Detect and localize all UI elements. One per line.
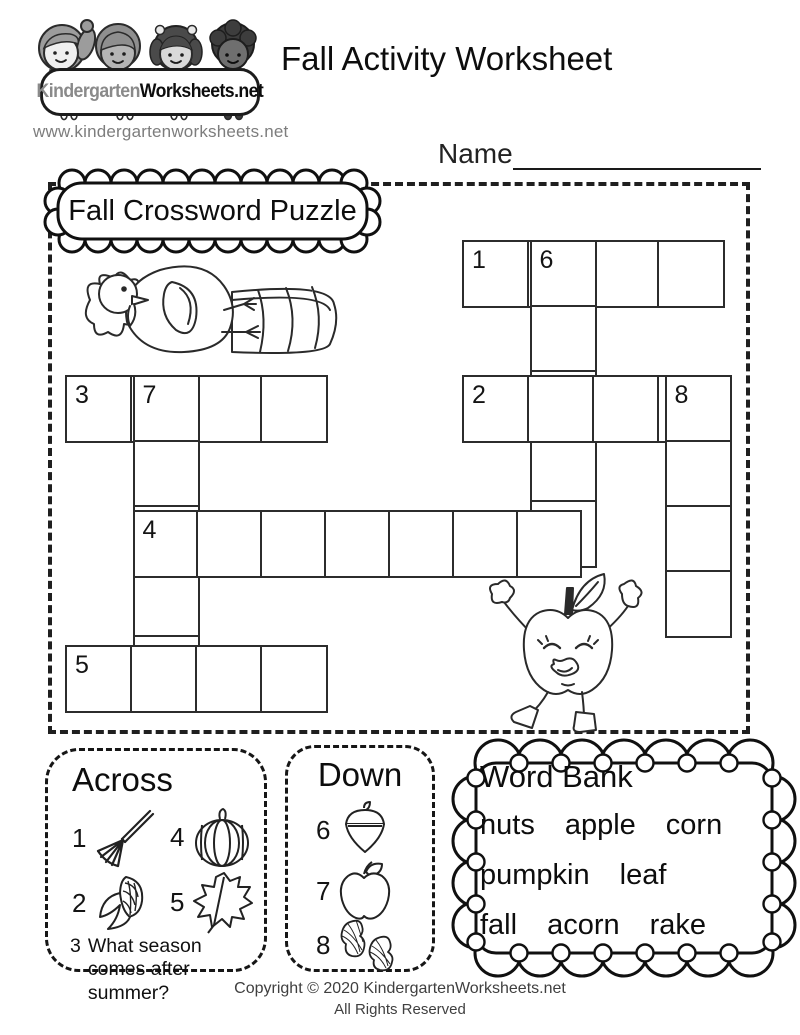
word-bank-word: apple: [564, 809, 636, 841]
brand-name-gray: Kindergarten: [36, 81, 140, 102]
website-url: www.kindergartenworksheets.net: [33, 122, 289, 141]
word-bank-word: leaf: [619, 859, 667, 891]
rake-icon: [92, 807, 156, 869]
footer: [0, 980, 800, 1018]
crossword-cell[interactable]: [133, 440, 201, 508]
crossword-cell[interactable]: [260, 510, 326, 578]
crossword-cell[interactable]: [133, 570, 201, 638]
word-bank-word: fall: [480, 909, 518, 941]
clue-number: 3: [70, 935, 81, 957]
word-bank-word: nuts: [480, 809, 535, 841]
name-input-line[interactable]: [513, 142, 761, 170]
crossword-cell[interactable]: [592, 240, 660, 308]
cell-number: 1: [472, 246, 486, 274]
crossword-cell[interactable]: [260, 645, 328, 713]
crossword-cell[interactable]: [388, 510, 454, 578]
across-title: Across: [72, 761, 173, 798]
cell-number: 5: [75, 651, 89, 679]
apple-character-illustration: [452, 566, 696, 734]
page-title: Fall Activity Worksheet: [281, 40, 613, 77]
crossword-cell[interactable]: [324, 510, 390, 578]
turkey-illustration: [72, 252, 344, 364]
crossword-cell[interactable]: [195, 645, 263, 713]
crossword-cell[interactable]: [530, 305, 598, 373]
word-bank-title: Word Bank: [480, 759, 633, 794]
pumpkin-icon: [190, 805, 254, 869]
cell-number: 4: [142, 516, 157, 544]
crossword-cell[interactable]: [527, 375, 595, 443]
down-clues-box: [285, 745, 435, 972]
copyright-text: Copyright © 2020 KindergartenWorksheets.net: [234, 980, 566, 997]
acorn-icon: [336, 800, 394, 860]
down-title: Down: [317, 756, 403, 793]
word-bank-box: [450, 737, 798, 979]
crossword-cell[interactable]: [530, 435, 598, 503]
crossword-cell[interactable]: [65, 645, 133, 713]
clue-number: 5: [170, 886, 185, 917]
crossword-cell[interactable]: [665, 570, 733, 638]
word-bank-word: rake: [649, 909, 707, 941]
crossword-cell[interactable]: [665, 440, 733, 508]
clue-text: What season comes after summer?: [87, 935, 202, 1004]
word-bank-word: pumpkin: [480, 859, 590, 891]
clue-number: 2: [72, 887, 87, 918]
peanuts-icon: [336, 916, 406, 974]
crossword-cell[interactable]: [195, 375, 263, 443]
crossword-cell[interactable]: [133, 375, 201, 443]
cell-number: 8: [674, 381, 689, 409]
logo-banner: [36, 68, 264, 116]
crossword-cell[interactable]: [462, 240, 530, 308]
clue-number: 4: [170, 821, 185, 852]
crossword-cell[interactable]: [516, 510, 582, 578]
cell-number: 3: [75, 381, 89, 409]
clue-number: 6: [316, 814, 331, 845]
cell-number: 7: [142, 381, 157, 409]
crossword-cell[interactable]: [133, 510, 199, 578]
crossword-cell[interactable]: [452, 510, 518, 578]
crossword-cell[interactable]: [530, 240, 598, 308]
across-word-4: [133, 510, 583, 578]
crossword-cell[interactable]: [196, 510, 262, 578]
cell-number: 6: [539, 246, 554, 274]
leaf-icon: [190, 869, 256, 935]
across-clues-box: [45, 748, 267, 1004]
crossword-cell[interactable]: [65, 375, 133, 443]
corn-icon: [92, 871, 154, 935]
crossword-cell[interactable]: [665, 375, 733, 443]
across-word-5: [65, 645, 328, 713]
apple-icon: [336, 860, 394, 922]
down-word-8: [665, 375, 733, 638]
word-bank-word: acorn: [547, 909, 620, 941]
name-label: Name: [438, 138, 513, 169]
rights-text: All Rights Reserved: [334, 1001, 466, 1018]
crossword-cell[interactable]: [657, 240, 725, 308]
clue-number: 7: [316, 875, 331, 906]
crossword-cell[interactable]: [130, 645, 198, 713]
clue-number: 1: [72, 822, 87, 853]
puzzle-title: Fall Crossword Puzzle: [68, 194, 357, 227]
crossword-cell[interactable]: [665, 505, 733, 573]
cell-number: 2: [472, 381, 486, 409]
crossword-cell[interactable]: [260, 375, 328, 443]
puzzle-banner: [40, 167, 385, 257]
crossword-cell[interactable]: [592, 375, 660, 443]
word-bank-word: corn: [665, 809, 723, 841]
brand-name-black: Worksheets.net: [139, 81, 264, 102]
clue-number: 8: [316, 929, 331, 960]
crossword-cell[interactable]: [462, 375, 530, 443]
